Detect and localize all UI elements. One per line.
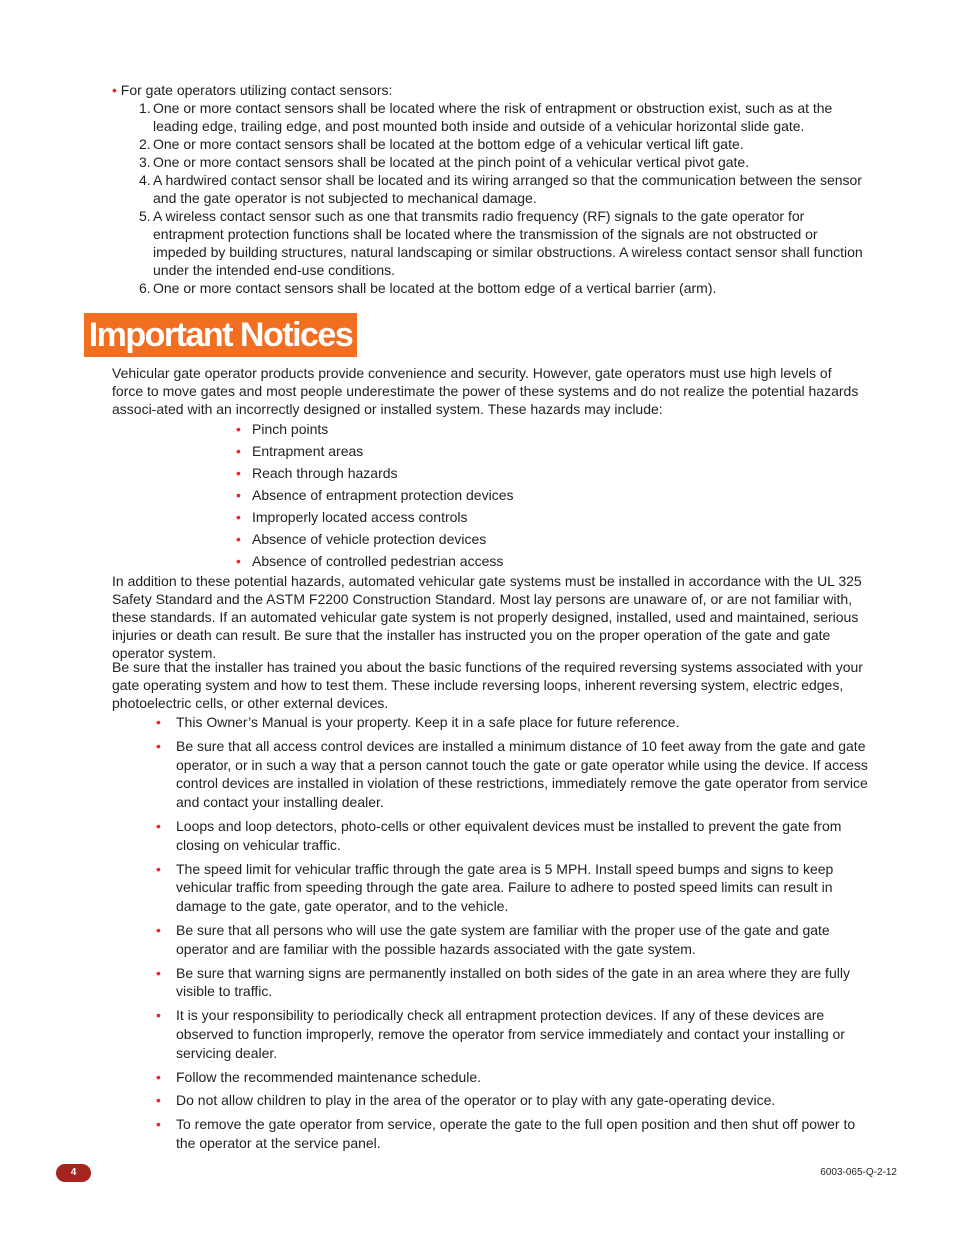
hazard-item: [236, 420, 514, 442]
bullet: •: [156, 714, 161, 730]
bullet: •: [156, 1007, 161, 1024]
item-text: One or more contact sensors shall be located at the bottom edge of a vertical barrier (arm).: [153, 280, 717, 296]
list-item: [112, 153, 872, 171]
contact-sensors-intro-text: For gate operators utilizing contact sensors:: [120, 82, 393, 98]
item-text: One or more contact sensors shall be located at the pinch point of a vehicular vertical pivot gate.: [153, 154, 750, 170]
bullet: •: [156, 1092, 161, 1109]
bullet: •: [156, 1116, 161, 1133]
hazard-text: Reach through hazards: [252, 465, 398, 481]
notice-item: [156, 860, 868, 916]
hazard-item: [236, 442, 514, 464]
notice-item: [156, 1115, 868, 1153]
list-item: [112, 135, 872, 153]
notice-text: It is your responsibility to periodically check all entrapment protection devices. If any of these devices are observed to function improperly, remove the operator from service immediately and contact your installing or servicing dealer.: [176, 1007, 845, 1061]
hazard-item: [236, 530, 514, 552]
bullet: •: [236, 531, 241, 547]
hazard-item: [236, 486, 514, 508]
notice-text: Be sure that all persons who will use the gate system are familiar with the proper use of the gate and gate operator and are familiar with the possible hazards associated with the gate system.: [176, 921, 830, 957]
hazard-item: [236, 552, 514, 574]
item-number: 2.: [139, 136, 151, 152]
hazard-text: Pinch points: [252, 421, 329, 437]
document-code: 6003-065-Q-2-12: [820, 1167, 897, 1178]
bullet: •: [236, 487, 241, 503]
notice-text: Do not allow children to play in the area of the operator or to play with any gate-operating device.: [176, 1092, 776, 1109]
list-item: [112, 99, 872, 135]
item-number: 3.: [139, 154, 151, 170]
notice-item: [156, 737, 868, 812]
notice-text: Be sure that warning signs are permanently installed on both sides of the gate in an area where they are fully visible to traffic.: [176, 964, 850, 1000]
notice-text: Loops and loop detectors, photo-cells or other equivalent devices must be installed to prevent the gate from closing on vehicular traffic.: [176, 817, 842, 853]
hazards-list: [236, 420, 514, 574]
notice-item: [156, 1091, 868, 1110]
item-number: 5.: [139, 208, 151, 224]
notice-text: The speed limit for vehicular traffic through the gate area is 5 MPH. Install speed bumps and signs to keep vehicular traffic from speeding through the gate area. Failure to adhere to posted speed limits can result in damage to the gate, gate operator, and to the vehicle.: [176, 860, 834, 915]
intro-paragraph: Vehicular gate operator products provide convenience and security. However, gate operators must use high levels of force to move gates and most people underestimate the power of these systems and do not realize the potential hazards associ-ated with an incorrectly designed or installed system. These hazards may include:: [112, 365, 859, 417]
notice-text: Follow the recommended maintenance schedule.: [176, 1068, 482, 1085]
bullet: •: [236, 443, 241, 459]
notice-item: [156, 817, 868, 855]
item-number: 6.: [139, 280, 151, 296]
training-paragraph: Be sure that the installer has trained you about the basic functions of the required reversing systems associated with your gate operating system and how to test them. These include reversing loops, inherent reversing system, electric edges, photoelectric cells, or other external devices.: [112, 659, 863, 711]
bullet: •: [236, 509, 241, 525]
bullet: •: [236, 421, 241, 437]
hazard-text: Entrapment areas: [252, 443, 364, 459]
hazard-text: Absence of controlled pedestrian access: [252, 553, 504, 569]
contact-sensors-section: [112, 81, 872, 297]
list-item: [112, 207, 872, 279]
notice-item: [156, 964, 868, 1002]
item-number: 1.: [139, 100, 151, 116]
bullet: •: [156, 860, 161, 877]
item-text: A hardwired contact sensor shall be located and its wiring arranged so that the communication between the sensor and the gate operator is not subjected to mechanical damage.: [153, 172, 862, 206]
standards-paragraph: In addition to these potential hazards, automated vehicular gate systems must be installed in accordance with the UL 325 Safety Standard and the ASTM F2200 Construction Standard. Most lay persons are unaware of, or are not familiar with, these standards. If an automated vehicular gate system is not properly designed, installed, used and maintained, serious injuries or death can result. Be sure that the installer has instructed you on the proper operation of the gate and gate operator system.: [112, 573, 862, 661]
hazard-text: Absence of entrapment protection devices: [252, 487, 514, 503]
page-number-badge: 4: [56, 1164, 91, 1182]
bullet: •: [236, 465, 241, 481]
contact-sensors-list: [112, 99, 872, 297]
bullet: •: [156, 964, 161, 981]
notices-list: [156, 713, 868, 1158]
notice-text: Be sure that all access control devices are installed a minimum distance of 10 feet away from the gate and gate operator, or in such a way that a person cannot touch the gate or gate operator while using the device. If access control devices are installed in violation of these restrictions, immediately remove the gate operator from service and contact your installing dealer.: [176, 737, 868, 811]
contact-sensors-intro: [112, 81, 872, 99]
section-heading: Important Notices: [84, 313, 357, 357]
list-item: [112, 171, 872, 207]
hazard-item: [236, 508, 514, 530]
item-number: 4.: [139, 172, 151, 188]
list-item: [112, 279, 872, 297]
bullet: •: [156, 921, 161, 938]
item-text: One or more contact sensors shall be located where the risk of entrapment or obstruction exist, such as at the leading edge, trailing edge, and post mounted both inside and outside of a vehicular horizontal slide gate.: [153, 100, 833, 134]
bullet: •: [236, 553, 241, 569]
notice-item: [156, 1068, 868, 1087]
bullet: •: [156, 1068, 161, 1085]
hazard-item: [236, 464, 514, 486]
notice-item: [156, 713, 868, 732]
notice-item: [156, 921, 868, 959]
notice-text: To remove the gate operator from service, operate the gate to the full open position and then shut off power to the operator at the service panel.: [176, 1116, 856, 1151]
notice-text: This Owner’s Manual is your property. Keep it in a safe place for future reference.: [176, 714, 680, 730]
bullet: •: [156, 737, 161, 754]
bullet: •: [112, 82, 117, 98]
item-text: A wireless contact sensor such as one that transmits radio frequency (RF) signals to the gate operator for entrapment protection functions shall be located where the transmission of the signals are not obstructed or impeded by building structures, natural landscaping or similar obstructions. A wireless contact sensor shall function under the intended end-use conditions.: [153, 208, 863, 278]
item-text: One or more contact sensors shall be located at the bottom edge of a vehicular vertical lift gate.: [153, 136, 744, 152]
hazard-text: Absence of vehicle protection devices: [252, 531, 487, 547]
notice-item: [156, 1006, 868, 1062]
hazard-text: Improperly located access controls: [252, 509, 468, 525]
bullet: •: [156, 817, 161, 834]
